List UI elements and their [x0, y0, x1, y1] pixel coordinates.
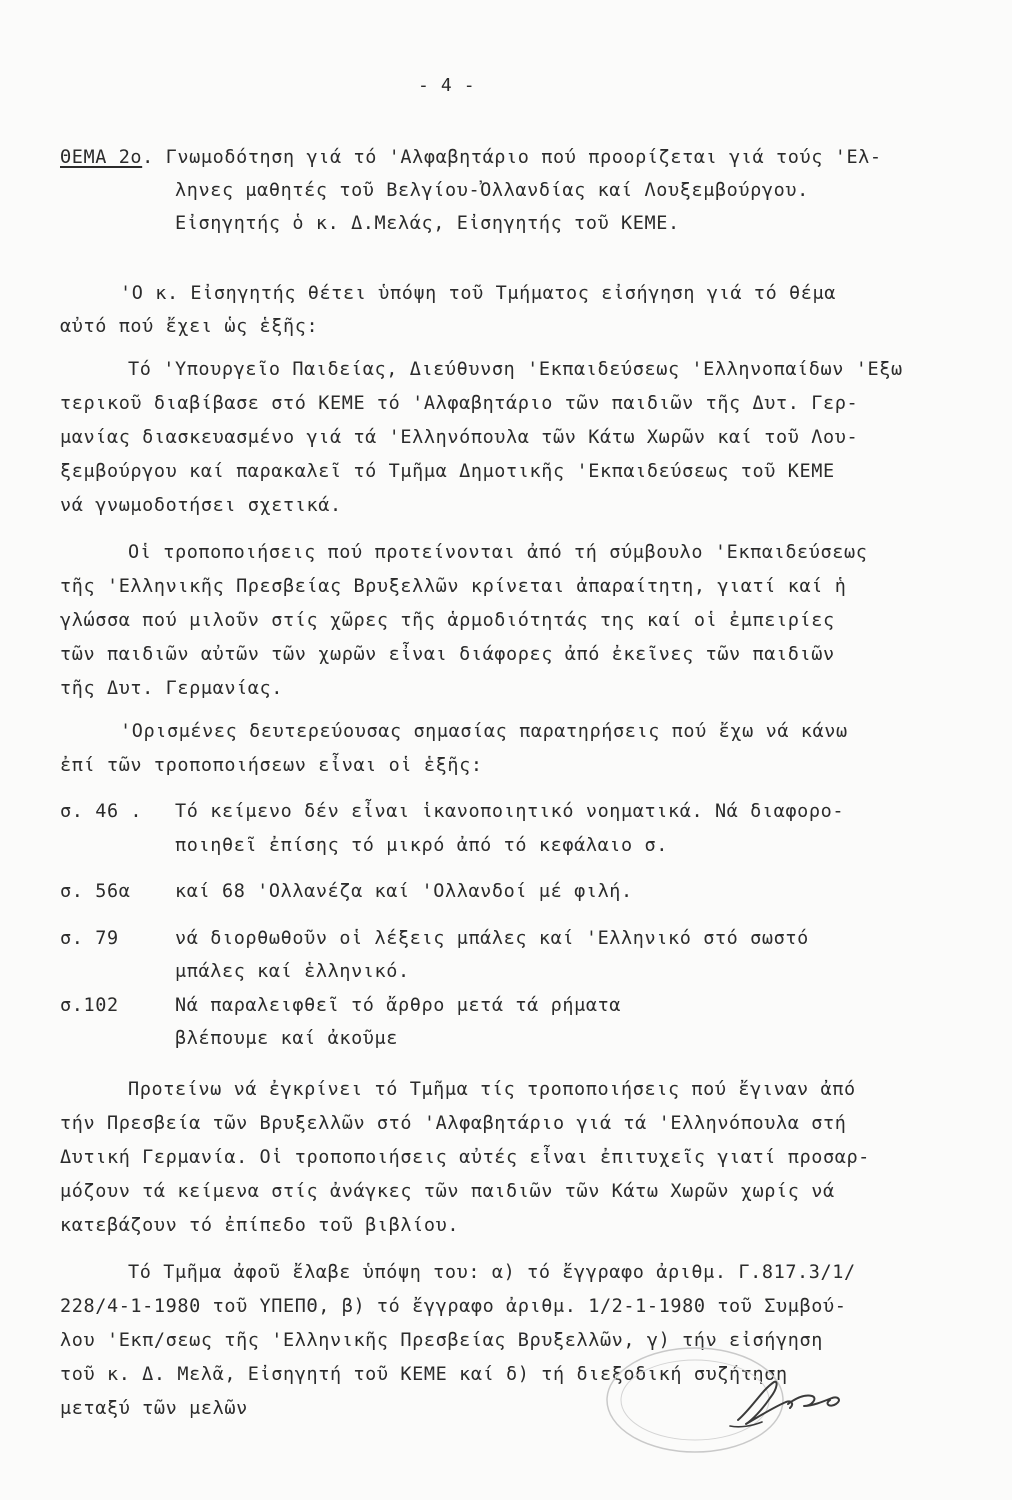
item-ref: σ.102	[60, 995, 119, 1016]
item-ref: σ. 79	[60, 928, 119, 949]
intro-line: 'Ο κ. Εἰσηγητής θέτει ὑπόψη τοῦ Τμήματος εἰσήγηση γιά τό θέμα	[120, 283, 837, 304]
page-number: - 4 -	[418, 75, 476, 96]
paragraph-2-line: γλώσσα πού μιλοῦν στίς χῶρες τῆς ἁρμοδιότητάς της καί οἱ ἐμπειρίες	[60, 610, 835, 631]
paragraph-5-line: λου 'Εκπ/σεως τῆς 'Ελληνικῆς Πρεσβείας Βρυξελλῶν, γ) τήν εἰσήγηση	[60, 1330, 823, 1351]
paragraph-2-line: τῆς 'Ελληνικῆς Πρεσβείας Βρυξελλῶν κρίνεται ἀπαραίτητη, γιατί καί ἡ	[60, 576, 847, 597]
heading-line-3: Εἰσηγητής ὁ κ. Δ.Μελάς, Εἰσηγητής τοῦ ΚΕΜΕ.	[175, 213, 680, 234]
paragraph-1-line: μανίας διασκευασμένο γιά τά 'Ελληνόπουλα τῶν Κάτω Χωρῶν καί τοῦ Λου-	[60, 427, 859, 448]
paragraph-1-line: τερικοῦ διαβίβασε στό ΚΕΜΕ τό 'Αλφαβητάριο τῶν παιδιῶν τῆς Δυτ. Γερ-	[60, 393, 859, 414]
paragraph-5-line: 228/4-1-1980 τοῦ ΥΠΕΠΘ, β) τό ἔγγραφο ἀριθμ. 1/2-1-1980 τοῦ Συμβού-	[60, 1296, 847, 1317]
intro-line: αὐτό πού ἔχει ὡς ἑξῆς:	[60, 316, 319, 337]
paragraph-4-line: μόζουν τά κείμενα στίς ἀνάγκες τῶν παιδιῶν τῶν Κάτω Χωρῶν χωρίς νά	[60, 1181, 835, 1202]
item-ref: σ. 46 .	[60, 801, 143, 822]
item-text: ποιηθεῖ ἐπίσης τό μικρό ἀπό τό κεφάλαιο σ.	[175, 835, 668, 856]
item-text: νά διορθωθοῦν οἱ λέξεις μπάλες καί 'Ελληνικό στό σωστό	[175, 928, 809, 949]
paragraph-5-line: τοῦ κ. Δ. Μελᾶ, Εἰσηγητή τοῦ ΚΕΜΕ καί δ) τή διεξοδική συζήτηση	[60, 1364, 788, 1385]
item-ref: σ. 56α	[60, 881, 131, 902]
paragraph-4-line: κατεβάζουν τό ἐπίπεδο τοῦ βιβλίου.	[60, 1215, 460, 1236]
paragraph-4-line: Προτείνω νά ἐγκρίνει τό Τμῆμα τίς τροποποιήσεις πού ἔγιναν ἀπό	[128, 1079, 856, 1100]
handwritten-signature	[700, 1368, 870, 1438]
heading-line-1	[60, 146, 882, 170]
heading-line-2: ληνες μαθητές τοῦ Βελγίου-Ὀλλανδίας καί Λουξεμβούργου.	[175, 180, 809, 201]
paragraph-1-line: νά γνωμοδοτήσει σχετικά.	[60, 495, 342, 516]
paragraph-5-line: μεταξύ τῶν μελῶν	[60, 1398, 248, 1419]
paragraph-2-line: Οἱ τροποποιήσεις πού προτείνονται ἀπό τή σύμβουλο 'Εκπαιδεύσεως	[128, 542, 868, 563]
paragraph-4-line: Δυτική Γερμανία. Οἱ τροποποιήσεις αὐτές εἶναι ἐπιτυχεῖς γιατί προσαρ-	[60, 1147, 870, 1168]
paragraph-1-line: Τό 'Υπουργεῖο Παιδείας, Διεύθυνση 'Εκπαιδεύσεως 'Ελληνοπαίδων 'Εξω	[128, 359, 903, 380]
paragraph-3-line: ἐπί τῶν τροποποιήσεων εἶναι οἱ ἑξῆς:	[60, 755, 483, 776]
paragraph-1-line: ξεμβούργου καί παρακαλεῖ τό Τμῆμα Δημοτικῆς 'Εκπαιδεύσεως τοῦ ΚΕΜΕ	[60, 461, 835, 482]
item-text: Νά παραλειφθεῖ τό ἄρθρο μετά τά ρήματα	[175, 995, 622, 1016]
heading-text-1: . Γνωμοδότηση γιά τό 'Αλφαβητάριο πού προορίζεται γιά τούς 'Ελ-	[142, 147, 882, 168]
heading-label: ΘΕΜΑ 2ο	[60, 147, 143, 168]
paragraph-4-line: τήν Πρεσβεία τῶν Βρυξελλῶν στό 'Αλφαβητάριο γιά τά 'Ελληνόπουλα στή	[60, 1113, 847, 1134]
item-text: βλέπουμε καί ἀκοῦμε	[175, 1028, 399, 1049]
paragraph-2-line: τῶν παιδιῶν αὐτῶν τῶν χωρῶν εἶναι διάφορες ἀπό ἐκεῖνες τῶν παιδιῶν	[60, 644, 835, 665]
item-text: καί 68 'Ολλανέζα καί 'Ολλανδοί μέ φιλή.	[175, 881, 633, 902]
paragraph-2-line: τῆς Δυτ. Γερμανίας.	[60, 678, 284, 699]
item-text: Τό κείμενο δέν εἶναι ἱκανοποιητικό νοηματικά. Νά διαφορο-	[175, 801, 845, 822]
item-text: μπάλες καί ἑλληνικό.	[175, 961, 410, 982]
paragraph-3-line: 'Ορισμένες δευτερεύουσας σημασίας παρατηρήσεις πού ἔχω νά κάνω	[120, 721, 848, 742]
paragraph-5-line: Τό Τμῆμα ἀφοῦ ἔλαβε ὑπόψη του: α) τό ἔγγραφο ἀριθμ. Γ.817.3/1/	[128, 1262, 856, 1283]
